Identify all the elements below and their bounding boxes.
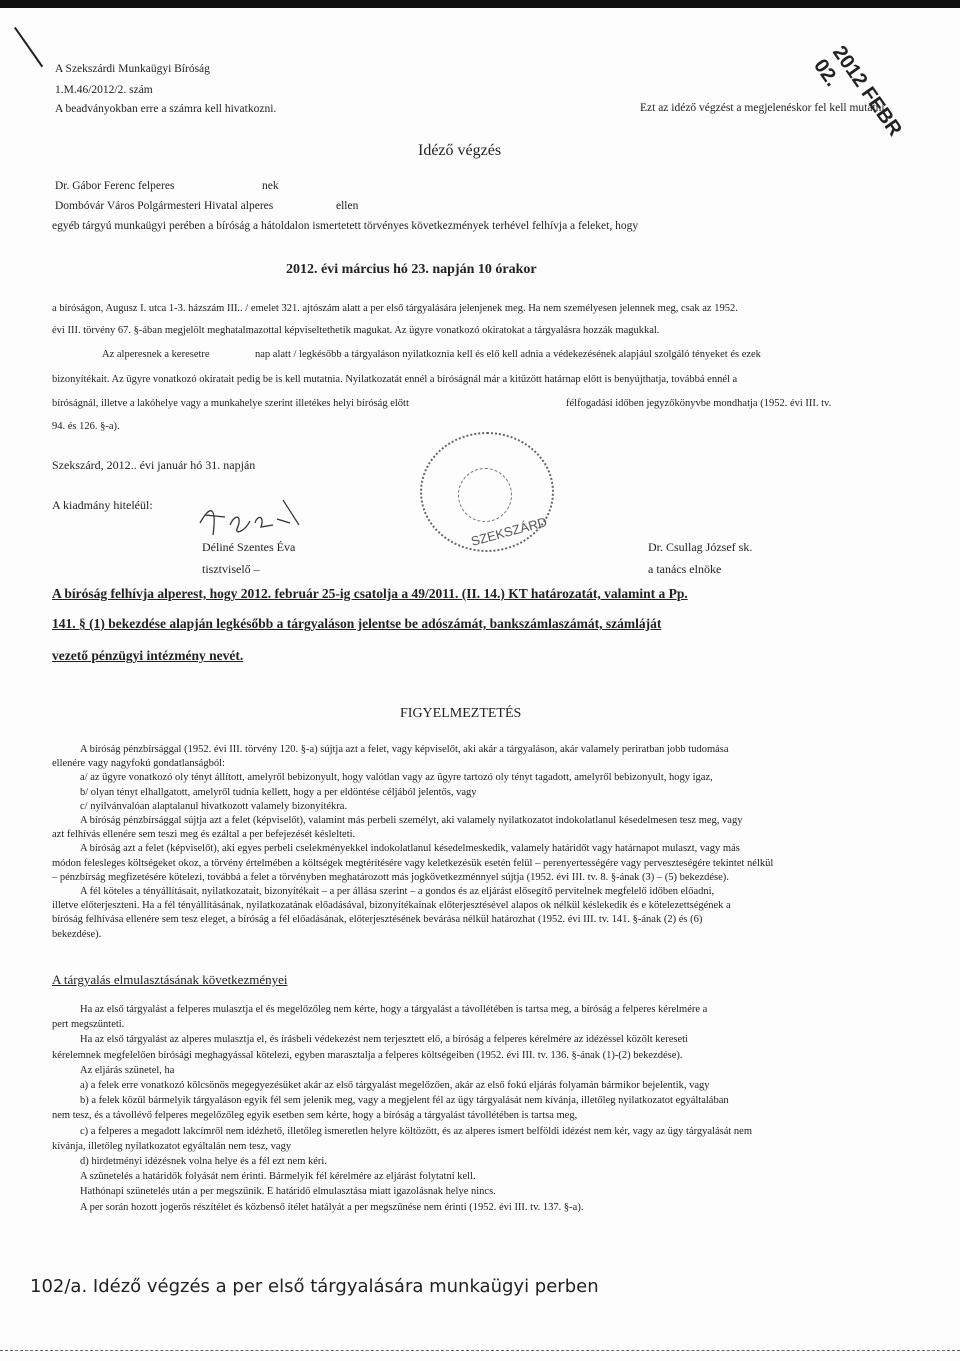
warning-line: b/ olyan tényt elhallgatott, amelyről tudnia kellett, hogy a per eldöntése céljából jelentős, vagy	[80, 786, 477, 798]
clerk-title: tisztviselő –	[202, 562, 260, 576]
request-line-1: A bíróság felhívja alperest, hogy 2012. február 25-ig csatolja a 49/2011. (II. 14.) KT határozatát, valamint a Pp.	[52, 586, 688, 601]
warning-line: – pénzbírság megfizetésére kötelezi, továbbá a felet a törvényben meghatározott más jogkövetkezménnyel sújtja (1952. évi III. tv. 8. §-ának (3) – (5) bekezdése).	[52, 871, 729, 883]
consequence-line: Az eljárás szünetel, ha	[80, 1064, 175, 1076]
consequence-line: A per során hozott jogerős részítélet és közbenső ítélet hatályát a per megszűnése nem érinti (1952. évi III. tv. 137. §-a).	[80, 1201, 584, 1213]
warning-line: c/ nyilvánvalóan alaptalanul hivatkozott valamely bizonyítékra.	[80, 800, 348, 812]
warning-line: bekezdése).	[52, 928, 102, 940]
corner-mark	[14, 27, 43, 67]
consequences-title: A tárgyalás elmulasztásának következményei	[52, 972, 288, 987]
warning-line: módon felesleges költségeket okoz, a törvény értelmében a költségek megtérítésére vagy keletkezésük esetén felül – perenyertességére vagy perveszteségére tekintet nélkül	[52, 857, 774, 869]
consequences-body	[52, 1002, 752, 1215]
received-stamp: 2012 FEBR 02.	[809, 42, 906, 141]
court-name: A Szekszárdi Munkaügyi Bíróság	[55, 63, 210, 75]
defendant-name: Dombóvár Város Polgármesteri Hivatal alperes	[55, 200, 274, 212]
presentation-notice: Ezt az idéző végzést a megjelenéskor fel kell mutatni.	[640, 102, 888, 114]
request-line-2: 141. § (1) bekezdése alapján legkésőbb a tárgyaláson jelentse be adószámát, bankszámlaszámát, számláját	[52, 616, 662, 631]
hearing-line-3b: nap alatt / legkésőbb a tárgyaláson nyilatkoznia kell és elő kell adnia a védekezésének alapjául szolgáló tényeket és ezek	[255, 349, 761, 360]
place-date: Szekszárd, 2012.. évi január hó 31. napján	[52, 458, 256, 472]
warning-line: A bíróság pénzbírsággal sújtja azt a felet (képviselőt), valamint más perbeli személyt, aki valamely nyilatkozatot indokolatlanul késedelmesen tesz meg, vagy	[80, 815, 743, 827]
consequence-line: b) a felek közül bármelyik tárgyaláson egyik fél sem jelenik meg, vagy a megjelent fél az ügy tárgyalását nem kívánja, illetőleg nyilatkozatot egyáltalában	[80, 1095, 729, 1107]
request-line-3: vezető pénzügyi intézmény nevét.	[52, 648, 244, 663]
warning-body	[52, 743, 773, 942]
consequence-line: d) hirdetményi idézésnek volna helye és a fél ezt nem kéri.	[80, 1156, 327, 1168]
hearing-line-6: 94. és 126. §-a).	[52, 421, 120, 432]
case-number: 1.M.46/2012/2. szám	[55, 84, 153, 96]
warning-line: illetve előterjeszteni. Ha a fél tényállításának, nyilatkozatának előadásával, bizonyítékainak előterjesztésével alapos ok nélkül késlekedik és e kötelezettségének a	[52, 900, 731, 912]
consequence-line: Ha az első tárgyalást a felperes mulasztja el és megelőzőleg nem kérte, hogy a tárgyalást a távollétében is tartsa meg, a bíróság a felperes kérelmére a	[80, 1004, 708, 1015]
consequence-line: nem tesz, és a távollévő felperes megelőzőleg egyik esetben sem kérte, hogy a bíróság a tárgyalást távollétében is tartsa meg,	[52, 1110, 578, 1122]
summons-line: egyéb tárgyú munkaügyi perében a bíróság a hátoldalon ismertetett törvényes következmények terhével felhívja a feleket, hogy	[52, 220, 639, 232]
warning-line: a/ az ügyre vonatkozó oly tényt állított, amelyről bebizonyult, hogy valótlan vagy az ügyre tartozó oly tényt tagadott, amelyről bebizonyult, hogy igaz,	[80, 772, 713, 784]
defendant-suffix: ellen	[336, 200, 359, 212]
handwritten-signature	[195, 495, 305, 545]
plaintiff-name: Dr. Gábor Ferenc felperes	[55, 180, 175, 192]
warning-line: ellenére vagy nagyfokú gondatlanságból:	[52, 758, 225, 770]
top-border	[0, 0, 960, 8]
consequence-line: Ha az első tárgyalást az alperes mulasztja el, és írásbeli védekezést nem terjesztett elő, a bíróság a felperes kérelmére az idézéssel közölt kereseti	[80, 1034, 688, 1046]
warning-line: A bíróság azt a felet (képviselőt), aki egyes perbeli cselekményekkel indokolatlanul késedelmeskedik, valamely határidőt vagy határnapot mulaszt, vagy más	[80, 843, 740, 855]
hearing-line-1: a bíróságon, Augusz I. utca 1-3. házszám III.. / emelet 321. ajtószám alatt a per első tárgyalására jelenjenek meg. Ha nem személyesen jelennek meg, csak az 1952.	[52, 303, 738, 314]
hearing-line-4: bizonyítékait. Az ügyre vonatkozó okiratait pedig be is kell mutatnia. Nyilatkozatát ennél a bíróságnál már a kitűzött határnap előtt is benyújthatja, továbbá ennél a	[52, 374, 738, 385]
copy-authentication-label: A kiadmány hiteléül:	[52, 498, 153, 512]
consequence-line: kívánja, illetőleg nyilatkozatot egyáltalán nem tesz, vagy	[52, 1140, 292, 1152]
hearing-line-2: évi III. törvény 67. §-ában megjelölt meghatalmazottal képviseltethetik magukat. Az ügyre vonatkozó okiratokat a tárgyalásra hozzák magukkal.	[52, 325, 660, 336]
consequence-line: A szünetelés a határidők folyását nem érinti. Bármelyik fél kérelmére az eljárást folytatni kell.	[80, 1171, 476, 1183]
consequence-line: kérelemnek megfelelően bírósági meghagyással kötelezi, egyben marasztalja a felperes költségeiben (1952. évi III. tv. 136. §-ának (1)-(2) bekezdése).	[52, 1049, 683, 1061]
hearing-line-5b: félfogadási időben jegyzőkönyvbe mondhatja (1952. évi III. tv.	[566, 398, 832, 409]
consequence-line: pert megszünteti.	[52, 1019, 125, 1031]
judge-title: a tanács elnöke	[648, 562, 722, 576]
hearing-line-5a: bíróságnál, illetve a lakóhelye vagy a munkahelye szerint illetékes helyi bíróság előtt	[52, 398, 409, 409]
bottom-border	[0, 1350, 960, 1352]
warning-line: azt felhívás ellenére sem teszi meg és ezáltal a per befejezését késlelteti.	[52, 829, 356, 841]
reference-note: A beadványokban erre a számra kell hivatkozni.	[55, 103, 277, 115]
document-title: Idéző végzés	[418, 142, 502, 159]
plaintiff-suffix: nek	[262, 180, 279, 192]
warning-line: A bíróság pénzbírsággal (1952. évi III. törvény 120. §-a) sújtja azt a felet, vagy képviselőt, aki akár a tárgyaláson, akár valamely periratban jobb tudomása	[80, 744, 729, 755]
consequence-line: a) a felek erre vonatkozó kölcsönös megegyezésüket akár az első tárgyalást megelőzően, akár az első fokú eljárás folyamán bármikor bejelentik, vagy	[80, 1080, 710, 1092]
judge-name: Dr. Csullag József sk.	[648, 540, 753, 554]
form-footer: 102/a. Idéző végzés a per első tárgyalására munkaügyi perben	[30, 1276, 599, 1297]
warning-line: A fél köteles a tényállításait, nyilatkozatait, bizonyítékait – a per állása szerint – a gondos és az eljárást elősegítő pervitelnek megfelelő időben előadni,	[80, 886, 715, 898]
consequence-line: c) a felperes a megadott lakcímről nem idézhető, illetőleg ismeretlen helyre költözött, és az alperes ismert belföldi idézést nem kér, vagy az ügy tárgyalását nem	[80, 1125, 752, 1137]
seal-text: SZEKSZÁRD	[469, 514, 549, 549]
consequence-line: Hathónapi szünetelés után a per megszűnik. E határidő elmulasztása miatt igazolásnak helye nincs.	[80, 1186, 496, 1198]
warning-line: bíróság felhívása ellenére sem tesz eleget, a bíróság a fél előadásának, előterjesztésének bevárása nélkül határozhat (1952. évi III. tv. 141. §-ának (2) és (6)	[52, 914, 703, 926]
hearing-line-3a: Az alperesnek a keresetre	[102, 349, 210, 360]
hearing-date: 2012. évi március hó 23. napján 10 órakor	[286, 262, 537, 277]
warning-title: FIGYELMEZTETÉS	[400, 706, 522, 721]
clerk-name: Déliné Szentes Éva	[202, 540, 296, 554]
coat-of-arms-icon	[458, 468, 512, 522]
